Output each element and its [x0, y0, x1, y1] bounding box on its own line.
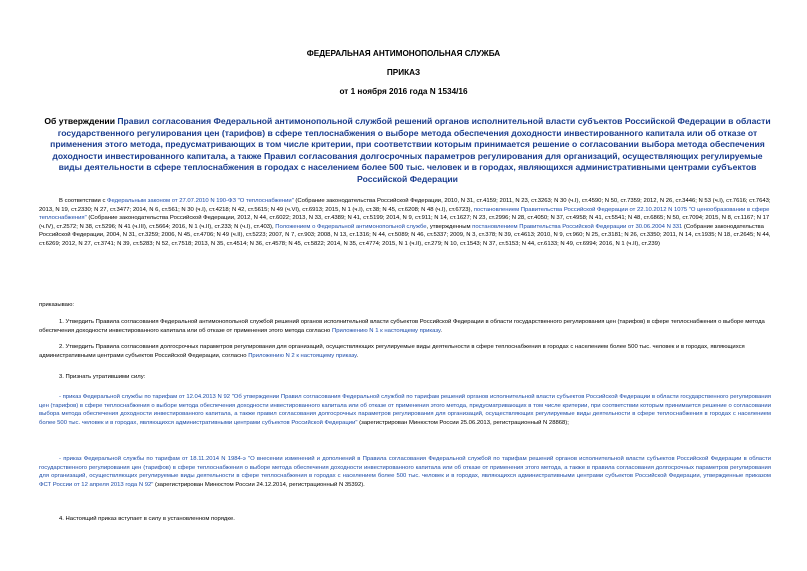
item-3: 3. Признать утратившими силу:: [59, 374, 146, 380]
repealed-order-1-registration: (зарегистрирован Минюстом России 25.06.2013, регистрационный N 28868);: [357, 419, 569, 426]
repealed-order-2: [39, 455, 771, 489]
repealed-order-2-registration: (зарегистрирован Минюстом России 24.12.2014, регистрационный N 35392).: [153, 481, 365, 488]
item-1: [39, 318, 771, 335]
repealed-order-1-dash: -: [59, 394, 63, 400]
item-2-text: 2. Утвердить Правила согласования долгосрочных параметров регулирования для организаций, осуществляющих регулируемые виды деятельности в сфере теплоснабжения в городах с населением более 500 тыс. человек и в городах, являющихся административными центрами субъектов Российской Федерации, согласно: [39, 344, 745, 359]
repealed-order-2-dash: -: [59, 456, 64, 462]
federal-law-link[interactable]: Федеральным законом от 27.07.2010 N 190-ФЗ "О теплоснабжении": [107, 198, 294, 204]
item-1-text: 1. Утвердить Правила согласования Федеральной антимонопольной службой решений органов исполнительной власти субъектов Российской Федерации в области государственного регулирования цен (тарифов) в сфере теплоснабжения о выборе метода обеспечения доходности инвестированного капитала или об отказе от применения этого метода согласно: [39, 319, 765, 334]
preamble-text-2: (Собрание законодательства Российской Федерации, 2010, N 31, ст.4159; 2011, N 23, ст.3263; N 30 (ч.I), ст.4590; N 50, ст.7359; 2012, N 26, ст.3446; N 53 (ч.I), ст.7616; ст.7643; 2013, N 19, ст.2330; N 27, ст.3477; 2014, N 6, ст.561; N 30 (ч.I), ст.4218; N 42, ст.5615; N 49 (ч.VI), ст.6913; 2015, N 1 (ч.I), ст.38; N 45, ст.6208; N 48 (ч.I), ст.6723),: [39, 198, 771, 213]
appendix-2-link[interactable]: Приложению N 2 к настоящему приказу: [248, 352, 357, 359]
appendix-1-link[interactable]: Приложению N 1 к настоящему приказу: [331, 327, 441, 334]
agency-name: ФЕДЕРАЛЬНАЯ АНТИМОНОПОЛЬНАЯ СЛУЖБА: [306, 49, 501, 58]
doc-type: ПРИКАЗ: [386, 68, 421, 77]
document-title: [44, 116, 771, 186]
preamble-text-4: , утвержденным: [426, 223, 473, 230]
title-prefix: Об утверждении: [44, 116, 118, 126]
preamble-text-3: (Собрание законодательства Российской Федерации, 2012, N 44, ст.6022; 2013, N 33, ст.4389; N 41, ст.5199; 2014, N 9, ст.911; N 14, ст.1627; N 23, ст.2996; N 28, ст.4050; N 37, ст.4958; N 41, ст.5541; N 48, ст.6865; N 50, ст.7094; 2015, N 8, ст.1167; N 17 (ч.IV), ст.2572; N 38, ст.5296; N 41 (ч.III), ст.5664; 2016, N 1 (ч.II), ст.233; N (ч.I), ст.403),: [39, 215, 770, 230]
preamble: [39, 197, 771, 249]
preamble-text-5: (Собрание законодательства Российской Федерации, 2004, N 31, ст.3259; 2006, N 45, ст.4706; N 49 (ч.II), ст.5223; 2007, N 7, ст.903; 2008, N 13, ст.1316; N 44, ст.5089; N 46, ст.5337; 2009, N 3, ст.378; N 39, ст.4613; 2010, N 9, ст.960; N 25, ст.3181; N 26, ст.3350; 2011, N 14, ст.1935; N 18, ст.2645; N 44, ст.6269; 2012, N 27, ст.3741; N 39, ст.5283; N 52, ст.7518; 2013, N 35, ст.4514; N 36, ст.4578; N 45, ст.5822; 2014, N 35, ст.4774; 2015, N 1 (ч.II), ст.279; N 10, ст.1543; N 37, ст.5153; N 44, ст.6133; N 49, ст.6994; 2016, N 1 (ч.II), ст.239): [39, 223, 771, 247]
fst-order-1984e-link[interactable]: приказ Федеральной службы по тарифам от 18.11.2014 N 1984-э "О внесении изменений и дополнений в Правила согласования Федеральной службой по тарифам решений органов исполнительной власти субъектов Российской Федерации в области государственного регулирования цен (тарифов) в сфере теплоснабжения о выборе метода обеспечения доходности инвестированного капитала или об отказе от применения этого метода, а также в правила согласования долгосрочных параметров регулирования для организаций, осуществляющих регулируемые виды деятельности в сфере теплоснабжения в городах с населением более 500 тыс. человек и в городах, являющихся административными центрами субъектов Российской Федерации, утвержденные приказом ФСТ России от 12 апреля 2013 года N 92": [39, 456, 772, 488]
order-word: приказываю:: [39, 302, 75, 308]
item-2: [39, 343, 771, 360]
item-1-end: .: [440, 327, 442, 334]
government-decree-331-link[interactable]: постановлением Правительства Российской Федерации от 30.06.2004 N 331: [472, 223, 683, 230]
fst-order-92-link[interactable]: приказ Федеральной службы по тарифам от 12.04.2013 N 92 "Об утверждении Правил согласования Федеральной службой по тарифам решений органов исполнительной власти субъектов Российской Федерации в области государственного регулирования цен (тарифов) в сфере теплоснабжения о выборе метода обеспечения доходности инвестированного капитала или об отказе от применения этого метода, предусматривающих в том числе критерии, при соответствии которым принимается решение о согласовании выбора метода обеспечения доходности инвестированного капитала, а также правил согласования долгосрочных параметров регулирования для организаций, осуществляющих регулируемые виды деятельности в сфере теплоснабжения в городах с населением более 500 тыс. человек и в городах, являющихся административными центрами субъектов Российской Федерации": [39, 394, 771, 426]
government-decree-1075-link[interactable]: постановлением Правительства Российской Федерации от 22.10.2012 N 1075 "О ценообразовании в сфере теплоснабжения": [39, 206, 770, 222]
item-2-end: .: [356, 352, 359, 359]
fas-regulation-link[interactable]: Положением о Федеральной антимонопольной службе: [275, 223, 427, 230]
preamble-text-1: В соответствии с: [59, 198, 108, 204]
title-link[interactable]: Правил согласования Федеральной антимонопольной службой решений органов исполнительной власти субъектов Российской Федерации в области государственного регулирования цен (тарифов) в сфере теплоснабжения о выборе метода обеспечения доходности инвестированного капитала или об отказе от применения этого метода, предусматривающих в том числе критерии, при соответствии которым принимается решение о согласовании выбора метода обеспечения доходности инвестированного капитала, а также Правил согласования долгосрочных параметров регулирования для организаций, осуществляющих регулируемые виды деятельности в сфере теплоснабжения в городах с населением более 500 тыс. человек и в городах, являющихся административными центрами субъектов Российской Федерации: [50, 116, 771, 184]
item-4: 4. Настоящий приказ вступает в силу в установленном порядке.: [59, 516, 235, 522]
repealed-order-1: [39, 393, 771, 427]
doc-date-number: от 1 ноября 2016 года N 1534/16: [339, 87, 468, 96]
